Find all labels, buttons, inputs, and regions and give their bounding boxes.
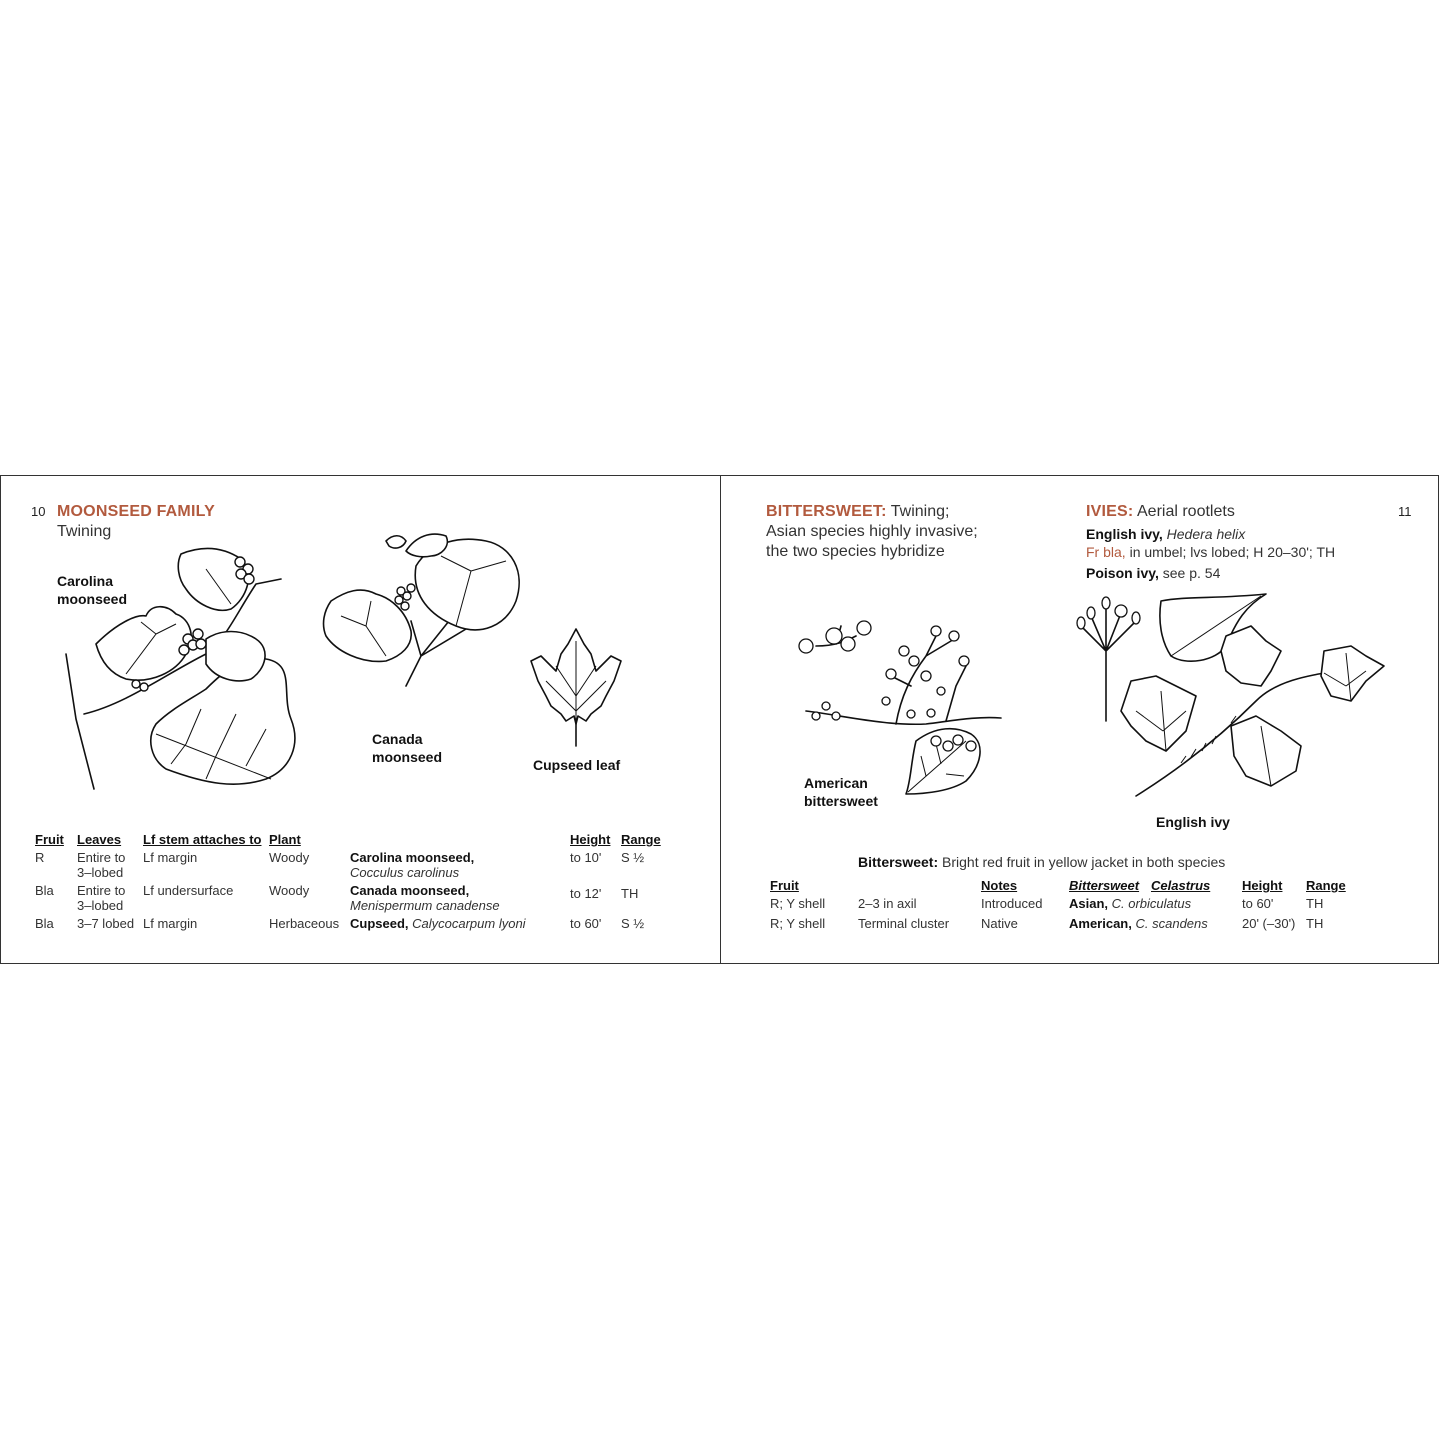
bittersweet-line-3: the two species hybridize [766,543,945,560]
row-common-name: Asian, [1069,896,1109,911]
row-leaves-2: 3–lobed [77,865,124,880]
cupseed-leaf-illustration [526,626,626,751]
row-height: to 12' [570,886,602,901]
bittersweet-note-text: Bright red fruit in yellow jacket in both species [942,854,1226,870]
carolina-label-line-2: moonseed [57,591,128,607]
row-leaves-2: 3–lobed [77,898,124,913]
english-ivy-line [1086,524,1245,544]
row-notes: Introduced [981,896,1043,911]
right-header-fruit: Fruit [770,878,799,893]
row-scientific-name: Calycocarpum lyoni [412,916,526,931]
english-ivy-desc-line [1086,542,1335,562]
row-height: to 60' [570,916,602,931]
row-fruit: Bla [35,916,54,931]
row-range: TH [1306,916,1324,931]
poison-ivy-name: Poison ivy, [1086,565,1159,581]
row-scientific-name: C. scandens [1135,916,1208,931]
row-scientific-name: C. orbiculatus [1111,896,1192,911]
row-leaves-1: Entire to [77,883,126,898]
row-name-cell [1069,916,1208,932]
row-common-name: Canada moonseed, [350,883,470,898]
canada-label-line-1: Canada [372,731,423,747]
row-common-name: Cupseed, [350,916,409,931]
book-spread [0,475,1439,964]
canada-leaf-3 [406,534,447,557]
section-subtitle-twining: Twining [57,523,112,540]
ivies-title: IVIES: [1086,503,1134,520]
left-header-plant: Plant [269,832,301,847]
row-height: to 10' [570,850,602,865]
american-bittersweet-illustration [786,616,1011,796]
left-header-stem: Lf stem attaches to [143,832,262,847]
english-ivy-sci: Hedera helix [1166,526,1246,542]
right-header-height: Height [1242,878,1283,893]
ivy-umbel-fruits [1077,597,1140,629]
right-header-range: Range [1306,878,1346,893]
row-fruit: R; Y shell [770,896,826,911]
row-common-name: American, [1069,916,1132,931]
right-header-celastrus: Celastrus [1151,878,1211,893]
american-label-line-2: bittersweet [804,793,878,809]
row-plant: Woody [269,850,310,865]
page-number-left: 10 [31,504,46,519]
bittersweet-title-rest: Twining; [890,503,950,520]
row-fruit: Bla [35,883,54,898]
page-gutter [720,476,721,963]
bittersweet-line-2: Asian species highly invasive; [766,523,978,540]
poison-ivy-line [1086,563,1220,583]
ivies-heading [1086,503,1235,521]
canada-label-line-2: moonseed [372,749,443,765]
row-leaves-1: 3–7 lobed [77,916,135,931]
carolina-label-line-1: Carolina [57,573,114,589]
left-header-range: Range [621,832,661,847]
american-label-line-1: American [804,775,868,791]
left-header-fruit: Fruit [35,832,64,847]
row-leaves-1: Entire to [77,850,126,865]
ivy-leaf-4 [1321,646,1384,701]
row-fruit: R; Y shell [770,916,826,931]
bittersweet-note-label: Bittersweet: [858,854,939,870]
bittersweet-heading [766,503,949,521]
row-range: TH [1306,896,1324,911]
canada-moonseed-illustration [321,526,526,691]
row-range: S ½ [621,916,645,931]
left-header-leaves: Leaves [77,832,122,847]
bittersweet-fruits [799,621,969,720]
row-plant: Woody [269,883,310,898]
english-ivy-name: English ivy, [1086,526,1163,542]
row-height: to 60' [1242,896,1274,911]
carolina-stem [66,654,94,789]
cupseed-label: Cupseed leaf [533,757,621,773]
page-number-right: 11 [1398,504,1412,519]
canada-berries [395,584,415,610]
row-name-cell [350,916,526,932]
row-cluster: 2–3 in axil [858,896,917,911]
ivy-rootlets [1181,716,1236,763]
english-ivy-illustration [1066,591,1391,816]
right-header-bittersweet: Bittersweet [1069,878,1140,893]
english-ivy-label: English ivy [1156,814,1230,830]
ivy-leaf-2 [1221,626,1281,686]
row-name-cell [1069,896,1191,912]
poison-ivy-desc: see p. 54 [1162,565,1221,581]
english-ivy-fruit: Fr bla, [1086,544,1126,560]
row-scientific-name: Menispermum canadense [350,898,500,913]
bittersweet-title: BITTERSWEET: [766,503,887,520]
right-header-notes: Notes [981,878,1018,893]
ivy-leaf-1 [1121,676,1196,751]
row-fruit: R [35,850,45,865]
ivy-leaf-3 [1231,716,1301,786]
carolina-leaf-4 [206,632,265,681]
row-scientific-name: Cocculus carolinus [350,865,460,880]
row-stem: Lf margin [143,916,198,931]
section-title-moonseed: MOONSEED FAMILY [57,503,215,520]
row-stem: Lf undersurface [143,883,234,898]
row-range: TH [621,886,639,901]
row-notes: Native [981,916,1018,931]
ivies-title-rest: Aerial rootlets [1137,503,1235,520]
bittersweet-note [858,852,1225,872]
row-cluster: Terminal cluster [858,916,950,931]
left-header-height: Height [570,832,611,847]
english-ivy-desc: in umbel; lvs lobed; H 20–30'; TH [1129,544,1336,560]
row-plant: Herbaceous [269,916,340,931]
row-height: 20' (–30') [1242,916,1296,931]
row-range: S ½ [621,850,645,865]
row-common-name: Carolina moonseed, [350,850,475,865]
row-stem: Lf margin [143,850,198,865]
